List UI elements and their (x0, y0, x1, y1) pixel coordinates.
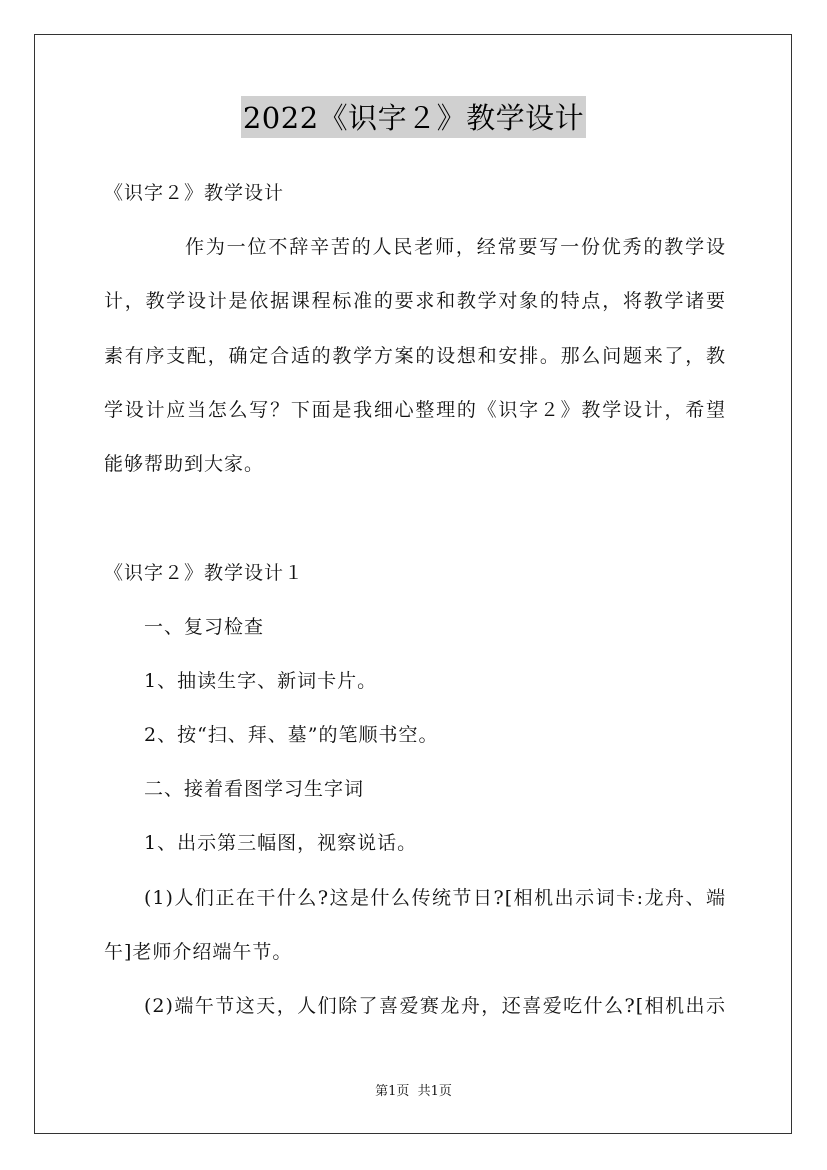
page-number: 第1页 (375, 1084, 410, 1099)
body-line-5: 1、出示第三幅图，视察说话。 (144, 832, 418, 854)
body-line-8: (2)端午节这天，人们除了喜爱赛龙舟，还喜爱吃什么?[相机出示 (144, 995, 726, 1017)
title-container (0, 96, 827, 138)
intro-line-1: 作为一位不辞辛苦的人民老师，经常要写一份优秀的教学设 (185, 236, 726, 258)
section-heading: 《识字２》教学设计１ (104, 562, 305, 584)
page-footer (0, 1083, 827, 1101)
body-line-4: 二、接着看图学习生字词 (144, 778, 365, 800)
document-title: 2022《识字２》教学设计 (241, 96, 586, 138)
body-line-3: 2、按“扫、拜、墓”的笔顺书空。 (144, 724, 439, 746)
body-line-7: 午]老师介绍端午节。 (104, 941, 293, 963)
intro-line-4: 学设计应当怎么写？下面是我细心整理的《识字２》教学设计，希望 (104, 399, 726, 421)
body-line-2: 1、抽读生字、新词卡片。 (144, 670, 378, 692)
subtitle: 《识字２》教学设计 (104, 182, 285, 204)
intro-line-3: 素有序支配，确定合适的教学方案的设想和安排。那么问题来了，教 (104, 345, 726, 367)
body-line-6: (1)人们正在干什么?这是什么传统节日?[相机出示词卡:龙舟、端 (144, 887, 726, 909)
body-line-1: 一、复习检查 (144, 616, 265, 638)
page-total: 共1页 (417, 1084, 452, 1099)
intro-line-5: 能够帮助到大家。 (104, 453, 265, 475)
intro-line-2: 计，教学设计是依据课程标准的要求和教学对象的特点，将教学诸要 (104, 290, 726, 312)
